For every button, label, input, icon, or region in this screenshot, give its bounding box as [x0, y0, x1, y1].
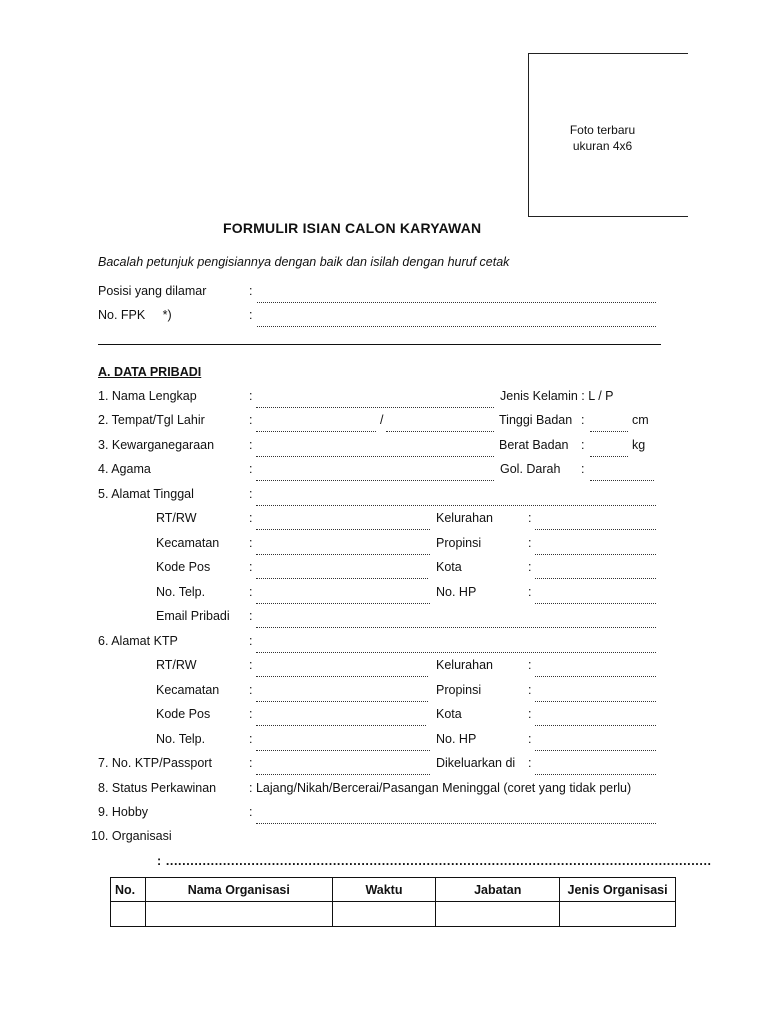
rtrw-label-2: RT/RW	[156, 658, 197, 672]
propinsi-colon-2: :	[528, 683, 532, 697]
hp-label-2: No. HP	[436, 732, 477, 746]
kelurahan-colon-1: :	[528, 511, 532, 525]
fpk-label: No. FPK *)	[98, 308, 172, 322]
table-cell-jabatan[interactable]	[436, 902, 560, 927]
table-cell-waktu[interactable]	[332, 902, 436, 927]
agama-colon: :	[249, 462, 253, 476]
email-input-line[interactable]	[256, 618, 656, 631]
rtrw-label-1: RT/RW	[156, 511, 197, 525]
col-header-no: No.	[111, 878, 146, 902]
tempat-tgl-colon: :	[249, 413, 253, 427]
rtrw-colon-1: :	[249, 511, 253, 525]
telp-label-2: No. Telp.	[156, 732, 206, 746]
kecamatan-colon-1: :	[249, 536, 253, 550]
fpk-input-line[interactable]	[257, 317, 656, 330]
gol-darah-colon: :	[581, 462, 585, 476]
kecamatan-label-2: Kecamatan	[156, 683, 220, 697]
separator-line	[98, 344, 661, 345]
kewarganegaraan-input-line[interactable]	[256, 447, 494, 460]
alamat-ktp-label: 6. Alamat KTP	[98, 634, 178, 648]
kecamatan-input-line-2[interactable]	[256, 692, 428, 705]
rtrw-input-line-2[interactable]	[256, 667, 428, 680]
dikeluarkan-label: Dikeluarkan di	[436, 756, 516, 770]
table-cell-no[interactable]	[111, 902, 146, 927]
no-ktp-label: 7. No. KTP/Passport	[98, 756, 212, 770]
posisi-input-line[interactable]	[257, 293, 656, 306]
tempat-tgl-label: 2. Tempat/Tgl Lahir	[98, 413, 205, 427]
propinsi-label-2: Propinsi	[436, 683, 482, 697]
alamat-tinggal-label: 5. Alamat Tinggal	[98, 487, 194, 501]
tinggi-colon: :	[581, 413, 585, 427]
dikeluarkan-colon: :	[528, 756, 532, 770]
col-header-nama-organisasi: Nama Organisasi	[145, 878, 332, 902]
alamat-tinggal-colon: :	[249, 487, 253, 501]
nama-colon: :	[249, 389, 253, 403]
kewarganegaraan-label: 3. Kewarganegaraan	[98, 438, 215, 452]
alamat-ktp-colon: :	[249, 634, 253, 648]
table-row	[111, 902, 676, 927]
no-ktp-colon: :	[249, 756, 253, 770]
tinggi-badan-label: Tinggi Badan	[499, 413, 573, 427]
organisasi-input-line[interactable]: : ......................................................................................................................................	[157, 854, 712, 868]
berat-colon: :	[581, 438, 585, 452]
kelurahan-colon-2: :	[528, 658, 532, 672]
photo-instructions	[529, 122, 676, 154]
form-title: FORMULIR ISIAN CALON KARYAWAN	[223, 220, 482, 236]
berat-input-line[interactable]	[590, 447, 628, 460]
hobby-input-line[interactable]	[256, 814, 656, 827]
rtrw-colon-2: :	[249, 658, 253, 672]
kewarganegaraan-colon: :	[249, 438, 253, 452]
posisi-colon: :	[249, 284, 253, 298]
hp-input-line-2[interactable]	[535, 741, 656, 754]
section-a-heading: A. DATA PRIBADI	[98, 365, 202, 379]
table-cell-jenis-organisasi[interactable]	[560, 902, 676, 927]
telp-input-line-2[interactable]	[256, 741, 430, 754]
tempat-input-line[interactable]	[256, 422, 376, 435]
organisasi-table	[110, 877, 676, 927]
kota-input-line-2[interactable]	[535, 716, 656, 729]
status-options[interactable]: : Lajang/Nikah/Bercerai/Pasangan Meninggal (coret yang tidak perlu)	[249, 781, 632, 795]
kodepos-input-line-2[interactable]	[256, 716, 426, 729]
kecamatan-input-line-1[interactable]	[256, 545, 430, 558]
col-header-jabatan: Jabatan	[436, 878, 560, 902]
kota-label-1: Kota	[436, 560, 462, 574]
hobby-colon: :	[249, 805, 253, 819]
kota-label-2: Kota	[436, 707, 462, 721]
propinsi-label-1: Propinsi	[436, 536, 482, 550]
hp-input-line-1[interactable]	[535, 594, 656, 607]
no-ktp-input-line[interactable]	[256, 765, 430, 778]
hp-label-1: No. HP	[436, 585, 477, 599]
dikeluarkan-input-line[interactable]	[535, 765, 656, 778]
kodepos-colon-1: :	[249, 560, 253, 574]
nama-input-line[interactable]	[256, 398, 494, 411]
email-label: Email Pribadi	[156, 609, 230, 623]
kelurahan-input-line-1[interactable]	[535, 520, 656, 533]
kodepos-label-1: Kode Pos	[156, 560, 211, 574]
posisi-label: Posisi yang dilamar	[98, 284, 207, 298]
hobby-label: 9. Hobby	[98, 805, 149, 819]
kodepos-label-2: Kode Pos	[156, 707, 211, 721]
tinggi-input-line[interactable]	[590, 422, 628, 435]
email-colon: :	[249, 609, 253, 623]
nama-label: 1. Nama Lengkap	[98, 389, 197, 403]
kg-unit: kg	[632, 438, 646, 452]
kota-input-line-1[interactable]	[535, 569, 656, 582]
alamat-tinggal-input-line[interactable]	[256, 496, 656, 509]
telp-label-1: No. Telp.	[156, 585, 206, 599]
table-header-row	[111, 878, 676, 902]
fpk-colon: :	[249, 308, 253, 322]
gol-darah-input-line[interactable]	[590, 471, 654, 484]
status-label: 8. Status Perkawinan	[98, 781, 217, 795]
agama-input-line[interactable]	[256, 471, 494, 484]
telp-colon-1: :	[249, 585, 253, 599]
gol-darah-label: Gol. Darah	[500, 462, 561, 476]
kelurahan-input-line-2[interactable]	[535, 667, 656, 680]
kodepos-colon-2: :	[249, 707, 253, 721]
propinsi-input-line-1[interactable]	[535, 545, 656, 558]
organisasi-label: 10. Organisasi	[91, 829, 172, 843]
photo-line-1: Foto terbaru	[569, 123, 636, 137]
photo-placeholder-box	[528, 53, 688, 217]
alamat-ktp-input-line[interactable]	[256, 643, 656, 656]
kecamatan-label-1: Kecamatan	[156, 536, 220, 550]
cm-unit: cm	[632, 413, 649, 427]
agama-label: 4. Agama	[98, 462, 151, 476]
jenis-kelamin-label[interactable]: Jenis Kelamin : L / P	[500, 389, 614, 403]
photo-line-2: ukuran 4x6	[572, 139, 633, 153]
table-cell-nama-organisasi[interactable]	[145, 902, 332, 927]
col-header-jenis-organisasi: Jenis Organisasi	[560, 878, 676, 902]
kecamatan-colon-2: :	[249, 683, 253, 697]
kodepos-input-line-1[interactable]	[256, 569, 428, 582]
kota-colon-2: :	[528, 707, 532, 721]
col-header-waktu: Waktu	[332, 878, 436, 902]
rtrw-input-line-1[interactable]	[256, 520, 430, 533]
kota-colon-1: :	[528, 560, 532, 574]
telp-input-line-1[interactable]	[256, 594, 430, 607]
kelurahan-label-1: Kelurahan	[436, 511, 493, 525]
kelurahan-label-2: Kelurahan	[436, 658, 493, 672]
propinsi-input-line-2[interactable]	[535, 692, 656, 705]
hp-colon-1: :	[528, 585, 532, 599]
tgl-lahir-input-line[interactable]	[386, 422, 494, 435]
hp-colon-2: :	[528, 732, 532, 746]
berat-badan-label: Berat Badan	[499, 438, 569, 452]
propinsi-colon-1: :	[528, 536, 532, 550]
tempat-tgl-slash: /	[380, 413, 384, 427]
form-instruction: Bacalah petunjuk pengisiannya dengan baik dan isilah dengan huruf cetak	[98, 255, 510, 269]
telp-colon-2: :	[249, 732, 253, 746]
